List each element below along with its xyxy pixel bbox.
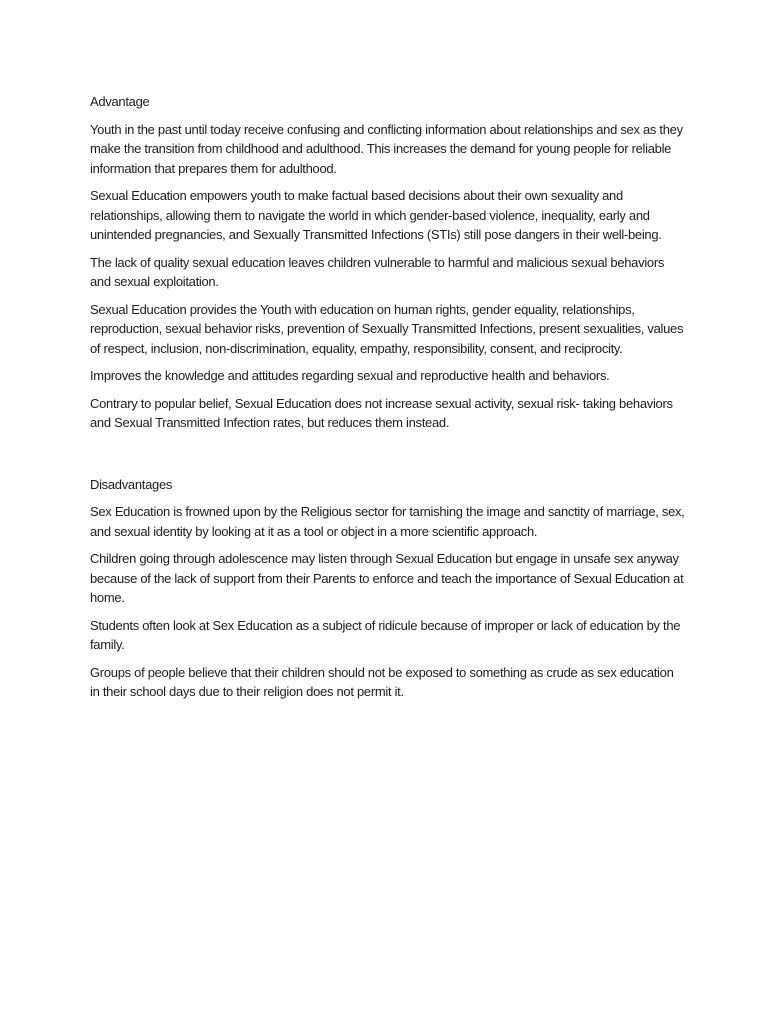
disadvantages-heading: Disadvantages [90, 476, 173, 492]
advantage-heading: Advantage [90, 94, 150, 109]
advantage-paragraph-2: Sexual Education empowers youth to make factual based decisions about their own sexuality and relationships, allowing them to navigate the world in which gender-based violence, inequality, early and unintended pregnancies, and Sexually Transmitted Infections (STIs) still pose dangers in their well-being. [90, 188, 662, 242]
document-content [90, 92, 686, 702]
section-disadvantages [90, 475, 686, 702]
advantage-paragraph-4: Sexual Education provides the Youth with education on human rights, gender equality, relationships, reproduction, sexual behavior risks, prevention of Sexually Transmitted Infections, present sexualities, values of respect, inclusion, non-discrimination, equality, empathy, responsibility, consent, and reciprocity. [90, 301, 684, 356]
disadvantages-paragraph-3: Students often look at Sex Education as a subject of ridicule because of improper or lack of education by the family. [90, 617, 681, 652]
advantage-paragraph-1: Youth in the past until today receive confusing and conflicting information about relationships and sex as they make the transition from childhood and adulthood. This increases the demand for young people for reliable information that prepares them for adulthood. [90, 121, 683, 176]
advantage-paragraph-5: Improves the knowledge and attitudes regarding sexual and reproductive health and behaviors. [90, 368, 610, 383]
advantage-paragraph-3: The lack of quality sexual education leaves children vulnerable to harmful and malicious sexual behaviors and sexual exploitation. [90, 254, 665, 289]
disadvantages-paragraph-4: Groups of people believe that their children should not be exposed to something as crude as sex education in their school days due to their religion does not permit it. [90, 664, 674, 699]
section-advantage [90, 92, 686, 433]
disadvantages-paragraph-2: Children going through adolescence may listen through Sexual Education but engage in unsafe sex anyway because of the lack of support from their Parents to enforce and teach the importance of Sexual Education at home. [90, 551, 684, 605]
advantage-paragraph-6: Contrary to popular belief, Sexual Education does not increase sexual activity, sexual risk- taking behaviors and Sexual Transmitted Infection rates, but reduces them instead. [90, 395, 673, 430]
disadvantages-paragraph-1: Sex Education is frowned upon by the Religious sector for tarnishing the image and sanctity of marriage, sex, and sexual identity by looking at it as a tool or object in a more scientific approach. [90, 504, 685, 539]
